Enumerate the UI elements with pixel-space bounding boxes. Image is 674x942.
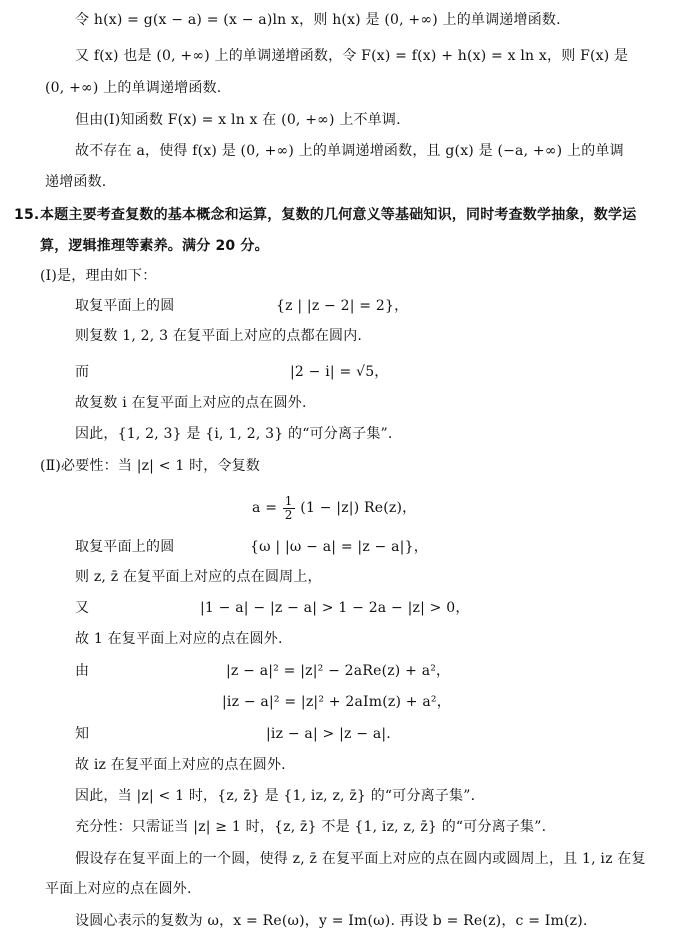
text-line: 因此，{1, 2, 3} 是 {i, 1, 2, 3} 的“可分离子集”. bbox=[75, 426, 393, 442]
text-line: 递增函数. bbox=[45, 174, 107, 190]
fraction-one-half bbox=[283, 495, 295, 522]
formula: |z − a|² = |z|² − 2aRe(z) + a²， bbox=[226, 663, 451, 679]
text-line: 又 f(x) 也是 (0, +∞) 上的单调递增函数，令 F(x) = f(x) + h(x) = x ln x，则 F(x) 是 bbox=[75, 48, 629, 64]
formula: |1 − a| − |z − a| > 1 − 2a − |z| > 0， bbox=[200, 600, 470, 616]
text-line: 但由(Ⅰ)知函数 F(x) = x ln x 在 (0, +∞) 上不单调. bbox=[75, 112, 401, 128]
fraction-denominator: 2 bbox=[284, 507, 293, 522]
text-line: 则复数 1, 2, 3 在复平面上对应的点都在圆内. bbox=[75, 328, 363, 344]
formula: {ω | |ω − a| = |z − a|}， bbox=[250, 539, 428, 555]
text-line: 取复平面上的圆 bbox=[75, 298, 175, 314]
formula-rhs: (1 − |z|) Re(z)， bbox=[300, 500, 417, 516]
text-line: 故不存在 a，使得 f(x) 是 (0, +∞) 上的单调递增函数，且 g(x) 是 (−a, +∞) 上的单调 bbox=[75, 143, 624, 159]
part-heading: (Ⅱ)必要性：当 |z| < 1 时，令复数 bbox=[40, 458, 261, 474]
question-intro: 算，逻辑推理等素养。满分 20 分。 bbox=[40, 238, 269, 254]
text-line: 故复数 i 在复平面上对应的点在圆外. bbox=[75, 395, 307, 411]
part-heading: (Ⅰ)是，理由如下： bbox=[40, 268, 157, 284]
text-line: 故 1 在复平面上对应的点在圆外. bbox=[75, 631, 283, 647]
text-line: 而 bbox=[75, 364, 90, 380]
text-line: 平面上对应的点在圆外. bbox=[45, 881, 192, 897]
formula-a-definition bbox=[252, 494, 416, 522]
formula: |2 − i| = √5， bbox=[290, 364, 389, 380]
fraction-numerator: 1 bbox=[284, 493, 293, 508]
text-line: 故 iz 在复平面上对应的点在圆外. bbox=[75, 757, 286, 773]
question-intro: 本题主要考查复数的基本概念和运算，复数的几何意义等基础知识，同时考查数学抽象，数学运 bbox=[40, 207, 637, 223]
text-line: 由 bbox=[75, 663, 90, 679]
text-line: 设圆心表示的复数为 ω，x = Re(ω)，y = Im(ω). 再设 b = Re(z)，c = Im(z). bbox=[75, 913, 588, 929]
formula: |iz − a|² = |z|² + 2aIm(z) + a²， bbox=[222, 694, 451, 710]
text-line: 假设存在复平面上的一个圆，使得 z, z̄ 在复平面上对应的点在圆内或圆周上，且 1, iz 在复 bbox=[75, 851, 646, 867]
text-line: (0, +∞) 上的单调递增函数. bbox=[45, 80, 222, 96]
question-number: 15. bbox=[14, 207, 40, 223]
text-line: 知 bbox=[75, 726, 90, 742]
formula-lhs: a = bbox=[252, 500, 278, 516]
text-line: 取复平面上的圆 bbox=[75, 539, 175, 555]
formula: {z | |z − 2| = 2}， bbox=[276, 298, 409, 314]
text-line: 令 h(x) = g(x − a) = (x − a)ln x，则 h(x) 是 (0, +∞) 上的单调递增函数. bbox=[75, 12, 561, 28]
text-line: 又 bbox=[75, 600, 90, 616]
formula: |iz − a| > |z − a|. bbox=[266, 726, 391, 742]
text-line: 充分性：只需证当 |z| ≥ 1 时，{z, z̄} 不是 {1, iz, z, z̄} 的“可分离子集”. bbox=[75, 819, 547, 835]
text-line: 则 z, z̄ 在复平面上对应的点在圆周上， bbox=[75, 569, 322, 585]
text-line: 因此，当 |z| < 1 时，{z, z̄} 是 {1, iz, z, z̄} 的“可分离子集”. bbox=[75, 788, 476, 804]
